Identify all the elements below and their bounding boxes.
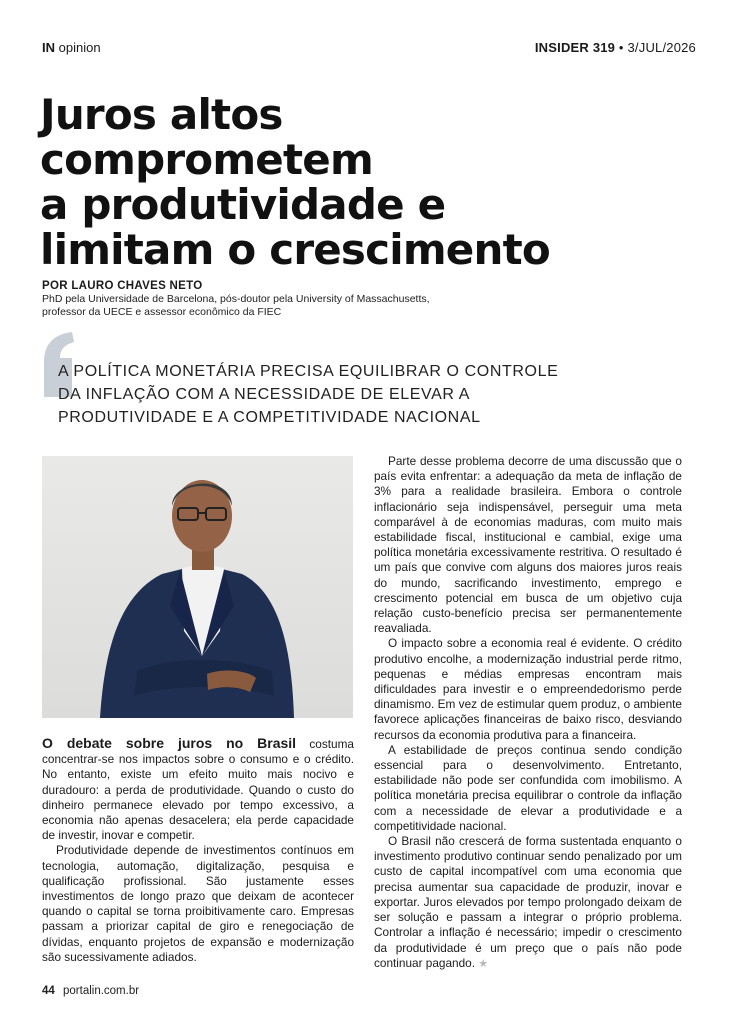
- article-paragraph: [374, 834, 682, 972]
- article-lead-in: O debate sobre juros no Brasil: [42, 735, 297, 751]
- paragraph-text: O Brasil não crescerá de forma sustentada enquanto o investimento produtivo continuar sendo penalizado por um custo de capital incompatível com uma economia que precisa aumentar sua capacidade de produzir, inovar e exportar. Juros elevados por tempo prolongado deixam de ser solução e passam a integrar o próprio problema. Controlar a inflação é necessário; impedir o crescimento da produtividade é um preço que o país não pode continuar pagando.: [374, 834, 682, 970]
- issue-info: [535, 40, 696, 55]
- article-headline: [40, 92, 720, 272]
- credentials-line: professor da UECE e assessor econômico da FIEC: [42, 306, 282, 318]
- article-paragraph: A estabilidade de preços continua sendo condição essencial para o desenvolvimento. Entretanto, estabilidade não pode ser confundida com imobilismo. A política monetária precisa equilibrar o controle da inflação com a necessidade de elevar a produtividade e a competitividade nacional.: [374, 742, 682, 833]
- pull-quote-line: PRODUTIVIDADE E A COMPETITIVIDADE NACIONAL: [58, 409, 481, 426]
- magazine-issue: INSIDER 319: [534, 40, 616, 55]
- article-column-right: [374, 454, 682, 972]
- article-paragraph: [42, 736, 354, 843]
- star-icon: ★: [478, 957, 489, 970]
- paragraph-text: costuma concentrar-se nos impactos sobre o consumo e o crédito. No entanto, existe um efeito muito mais nocivo e duradouro: a perda de produtividade. Quando o custo do dinheiro permanece elevado por tempo excessivo, a economia não apenas desacelera; ela perde capacidade de investir, inovar e competir.: [42, 737, 354, 843]
- section-name: opinion: [58, 40, 101, 55]
- article-paragraph: Parte desse problema decorre de uma discussão que o país evita enfrentar: a adequação da meta de inflação de 3% para a realidade brasileira. Embora o controle inflacionário seja indispensável, perseguir uma meta comparável à de economias maduras, com muito mais estabilidade fiscal, institucional e cambial, exige uma política monetária excessivamente restritiva. O resultado é um país que convive com alguns dos maiores juros reais do mundo, sacrificando investimento, emprego e crescimento potencial em busca de um objetivo cuja relação custo-benefício precisa ser permanentemente reavaliada.: [374, 454, 682, 636]
- author-portrait-illustration: [42, 456, 353, 718]
- author-credentials: [42, 293, 512, 319]
- article-paragraph: O impacto sobre a economia real é evidente. O crédito produtivo encolhe, a modernização industrial perde ritmo, pequenas e médias empresas encontram mais dificuldades para investir e o empreendedorismo perde dinamismo. Em vez de estimular quem produz, o ambiente favorece aplicações financeiras de baixo risco, desviando recursos da economia produtiva para a financeira.: [374, 636, 682, 742]
- headline-line: comprometem: [40, 135, 373, 184]
- section-label: [42, 40, 101, 55]
- author-photo: [42, 456, 353, 718]
- headline-line: a produtividade e: [40, 180, 446, 229]
- page-number: 44: [42, 985, 55, 997]
- footer-site: portalin.com.br: [63, 985, 140, 997]
- issue-date: 3/JUL/2026: [627, 40, 696, 55]
- pull-quote-line: DA INFLAÇÃO COM A NECESSIDADE DE ELEVAR A: [58, 386, 470, 403]
- article-paragraph: Produtividade depende de investimentos contínuos em tecnologia, automação, digitalização, pesquisa e qualificação profissional. São justamente esses investimentos de longo prazo que deixam de acontecer quando o capital se torna proibitivamente caro. Empresas passam a priorizar capital de giro e renegociação de dívidas, enquanto projetos de expansão e modernização são sucessivamente adiados.: [42, 843, 354, 964]
- pull-quote-line: A POLÍTICA MONETÁRIA PRECISA EQUILIBRAR O CONTROLE: [58, 363, 559, 380]
- author-byline: POR LAURO CHAVES NETO: [42, 280, 203, 292]
- issue-separator: •: [618, 40, 624, 55]
- article-column-left: [42, 736, 354, 965]
- headline-line: limitam o crescimento: [40, 225, 550, 274]
- page-footer: [42, 985, 139, 997]
- headline-line: Juros altos: [40, 90, 283, 139]
- credentials-line: PhD pela Universidade de Barcelona, pós-doutor pela University of Massachusetts,: [42, 293, 430, 305]
- pull-quote: [58, 360, 698, 429]
- section-tag: IN: [42, 40, 55, 55]
